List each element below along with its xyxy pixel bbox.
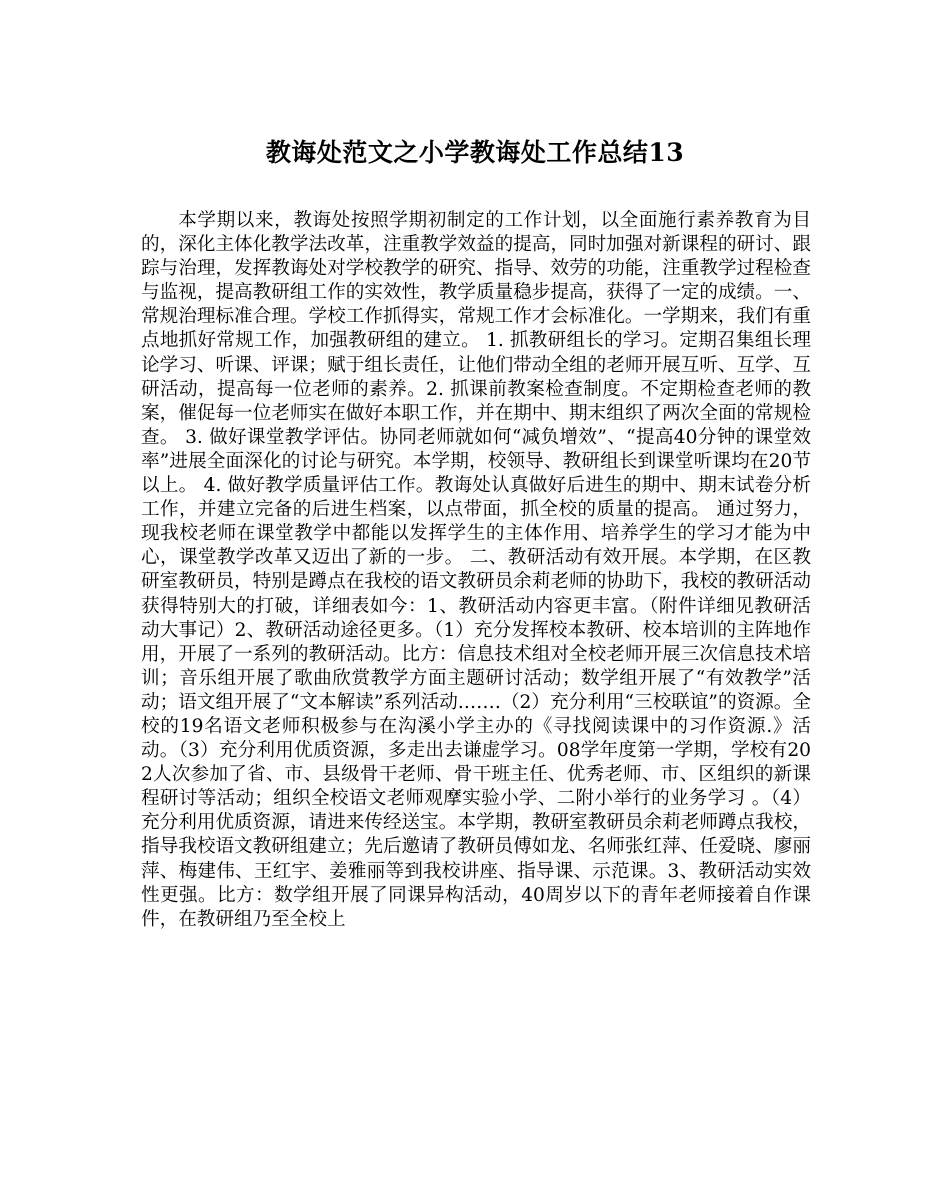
document-body-paragraph: 本学期以来，教诲处按照学期初制定的工作计划，以全面施行素养教育为目的，深化主体化教学法改革，注重教学效益的提高，同时加强对新课程的研讨、跟踪与治理，发挥教诲处对学校教学的研究、指导、效劳的功能，注重教学过程检查与监视，提高教研组工作的实效性，教学质量稳步提高，获得了一定的成绩。一、常规治理标准合理。学校工作抓得实，常规工作才会标准化。一学期来，我们有重点地抓好常规工作，加强教研组的建立。 1. 抓教研组长的学习。定期召集组长理论学习、听课、评课；赋于组长责任，让他们带动全组的老师开展互听、互学、互研活动，提高每一位老师的素养。2. 抓课前教案检查制度。不定期检查老师的教案，催促每一位老师实在做好本职工作，并在期中、期末组织了两次全面的常规检查。 3. 做好课堂教学评估。协同老师就如何“减负增效”、“提高40分钟的课堂效率”进展全面深化的讨论与研究。本学期，校领导、教研组长到课堂听课均在20节以上。 4. 做好教学质量评估工作。教诲处认真做好后进生的期中、期末试卷分析工作，并建立完备的后进生档案，以点带面，抓全校的质量的提高。 通过努力，现我校老师在课堂教学中都能以发挥学生的主体作用、培养学生的学习才能为中心，课堂教学改革又迈出了新的一步。 二、教研活动有效开展。本学期，在区教研室教研员，特别是蹲点在我校的语文教研员余莉老师的协助下，我校的教研活动获得特别大的打破，详细表如今：1、教研活动内容更丰富。（附件详细见教研活动大事记）2、教研活动途径更多。（1）充分发挥校本教研、校本培训的主阵地作用，开展了一系列的教研活动。比方：信息技术组对全校老师开展三次信息技术培训；音乐组开展了歌曲欣赏教学方面主题研讨活动；数学组开展了“有效教学”活动；语文组开展了“文本解读”系列活动.……（2）充分利用“三校联谊”的资源。全校的19名语文老师积极参与在沟溪小学主办的《寻找阅读课中的习作资源.》活动。（3）充分利用优质资源，多走出去谦虚学习。08学年度第一学期，学校有202人次参加了省、市、县级骨干老师、骨干班主任、优秀老师、市、区组织的新课程研讨等活动；组织全校语文老师观摩实验小学、二附小举行的业务学习 。（4）充分利用优质资源，请进来传经送宝。本学期，教研室教研员余莉老师蹲点我校，指导我校语文教研组建立；先后邀请了教研员傅如龙、名师张红萍、任爱晓、廖丽萍、梅建伟、王红宇、姜雅丽等到我校讲座、指导课、示范课。3、教研活动实效性更强。比方：数学组开展了同课异构活动，40周岁以下的青年老师接着自作课件，在教研组乃至全校上 (141, 210, 811, 930)
document-title: 教诲处范文之小学教诲处工作总结13 (265, 138, 685, 167)
